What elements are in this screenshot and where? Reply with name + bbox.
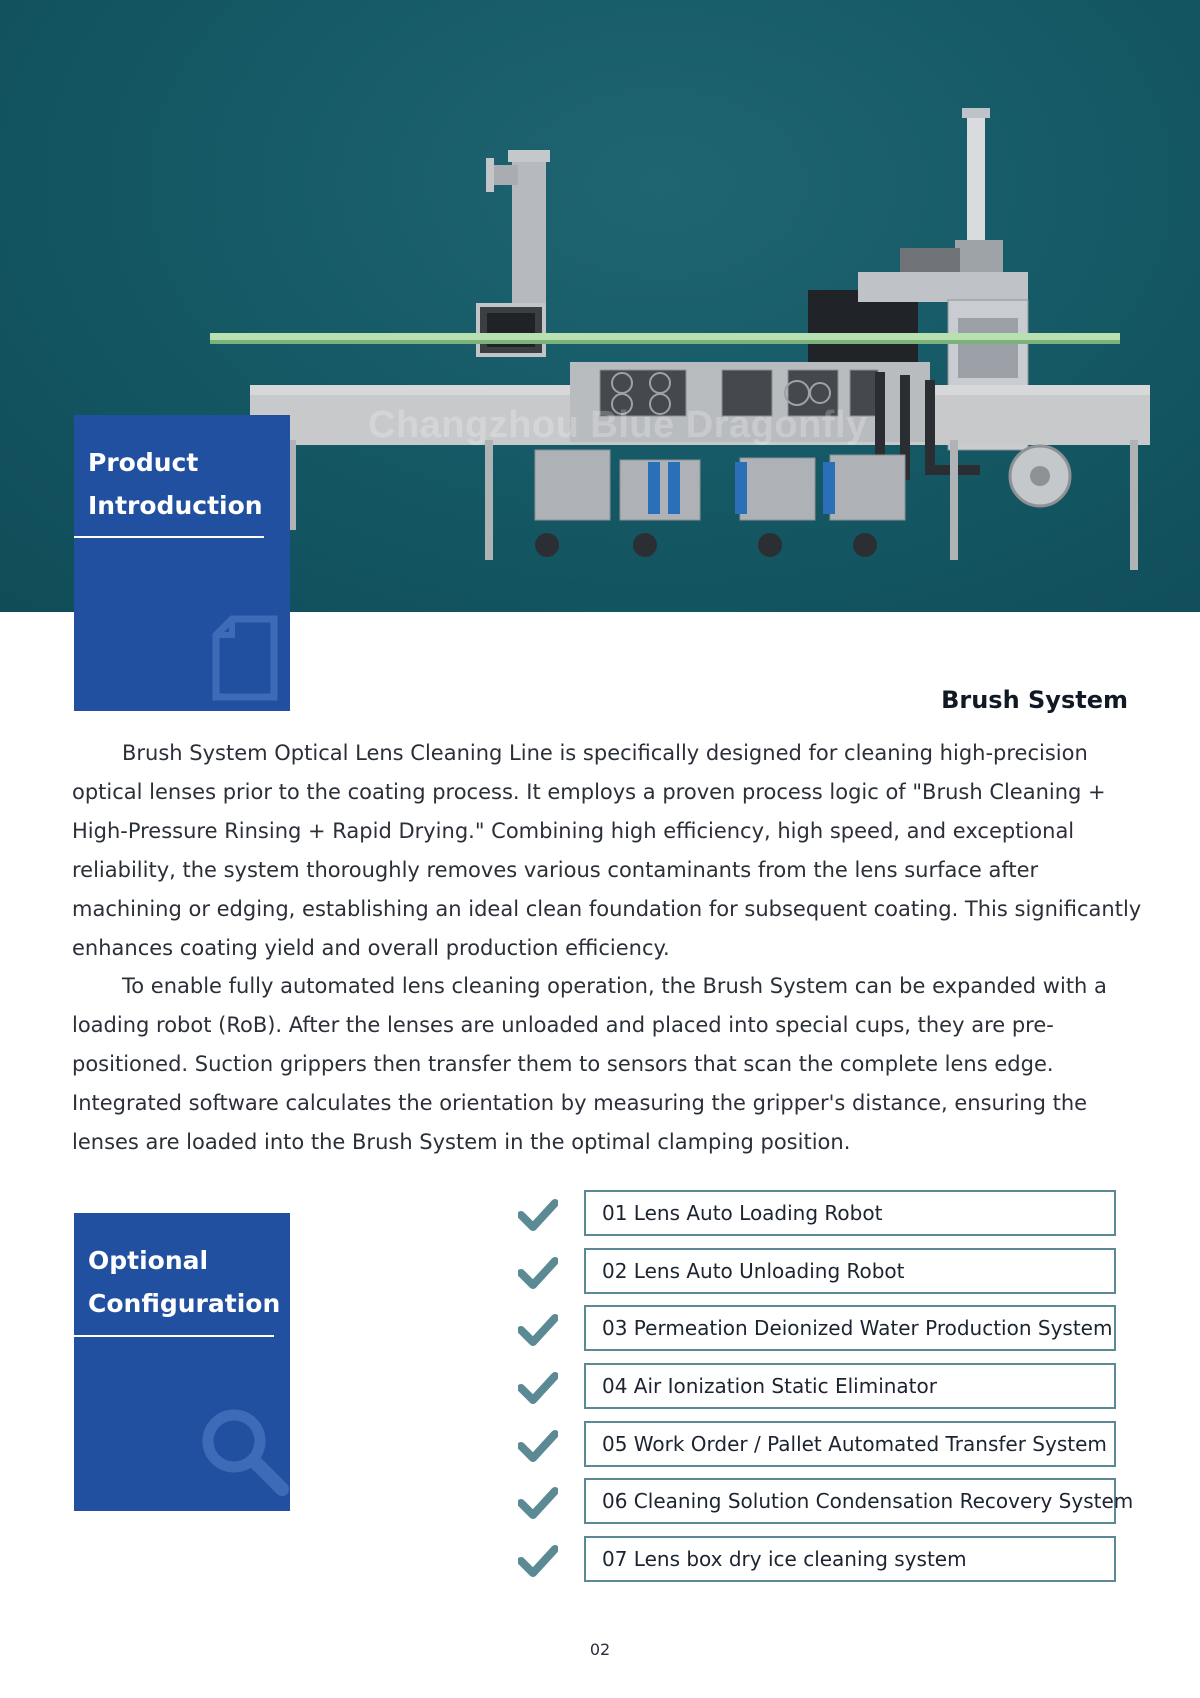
paragraph-intro: Brush System Optical Lens Cleaning Line is specifically designed for cleaning high-precision optical lenses prior to the coating process. It employs a proven process logic of "Brush Cleaning + High-Pressure Rinsing + Rapid Drying." Combining high efficiency, high speed, and exceptional reliability, the system thoroughly removes various contaminants from the lens surface after machining or edging, establishing an ideal clean foundation for subsequent coating. This significantly enhances coating yield and overall production efficiency. <box>72 741 1142 960</box>
checkmark-icon <box>518 1198 558 1232</box>
checkmark-icon <box>518 1371 558 1405</box>
checkmark-icon <box>518 1313 558 1347</box>
config-item-label: 01 Lens Auto Loading Robot <box>584 1190 1116 1236</box>
paragraph-robot: To enable fully automated lens cleaning operation, the Brush System can be expanded with a loading robot (RoB). After the lenses are unloaded and placed into special cups, they are pre-positioned. Suction grippers then transfer them to sensors that scan the complete lens edge. Integrated software calculates the orientation by measuring the gripper's distance, ensuring the lenses are loaded into the Brush System in the optimal clamping position. <box>72 974 1107 1155</box>
body-text <box>72 734 1148 1162</box>
optional-configuration-card <box>74 1213 290 1511</box>
product-introduction-title: Product Introduction <box>88 448 263 520</box>
checkmark-icon <box>518 1486 558 1520</box>
list-item <box>512 1421 1120 1471</box>
document-icon <box>212 615 280 701</box>
list-item <box>512 1536 1120 1586</box>
list-item <box>512 1190 1120 1240</box>
checkmark-icon <box>518 1429 558 1463</box>
search-icon <box>198 1405 290 1497</box>
list-item <box>512 1248 1120 1298</box>
page-number: 02 <box>589 1640 611 1659</box>
config-item-label: 07 Lens box dry ice cleaning system <box>584 1536 1116 1582</box>
list-item <box>512 1305 1120 1355</box>
list-item <box>512 1478 1134 1528</box>
config-item-label: 06 Cleaning Solution Condensation Recovery System <box>584 1478 1116 1524</box>
optional-configuration-title: Optional Configuration <box>88 1246 281 1318</box>
config-item-label: 05 Work Order / Pallet Automated Transfer System <box>584 1421 1116 1467</box>
checkmark-icon <box>518 1544 558 1578</box>
config-item-label: 03 Permeation Deionized Water Production System <box>584 1305 1116 1351</box>
configuration-list <box>512 1190 1134 1594</box>
section-title: Brush System <box>941 686 1128 714</box>
product-introduction-card <box>74 415 290 711</box>
watermark-text: Changzhou Blue Dragonfly <box>368 404 868 446</box>
title-underline <box>74 1335 274 1337</box>
checkmark-icon <box>518 1256 558 1290</box>
list-item <box>512 1363 1120 1413</box>
config-item-label: 02 Lens Auto Unloading Robot <box>584 1248 1116 1294</box>
config-item-label: 04 Air Ionization Static Eliminator <box>584 1363 1116 1409</box>
title-underline <box>74 536 264 538</box>
